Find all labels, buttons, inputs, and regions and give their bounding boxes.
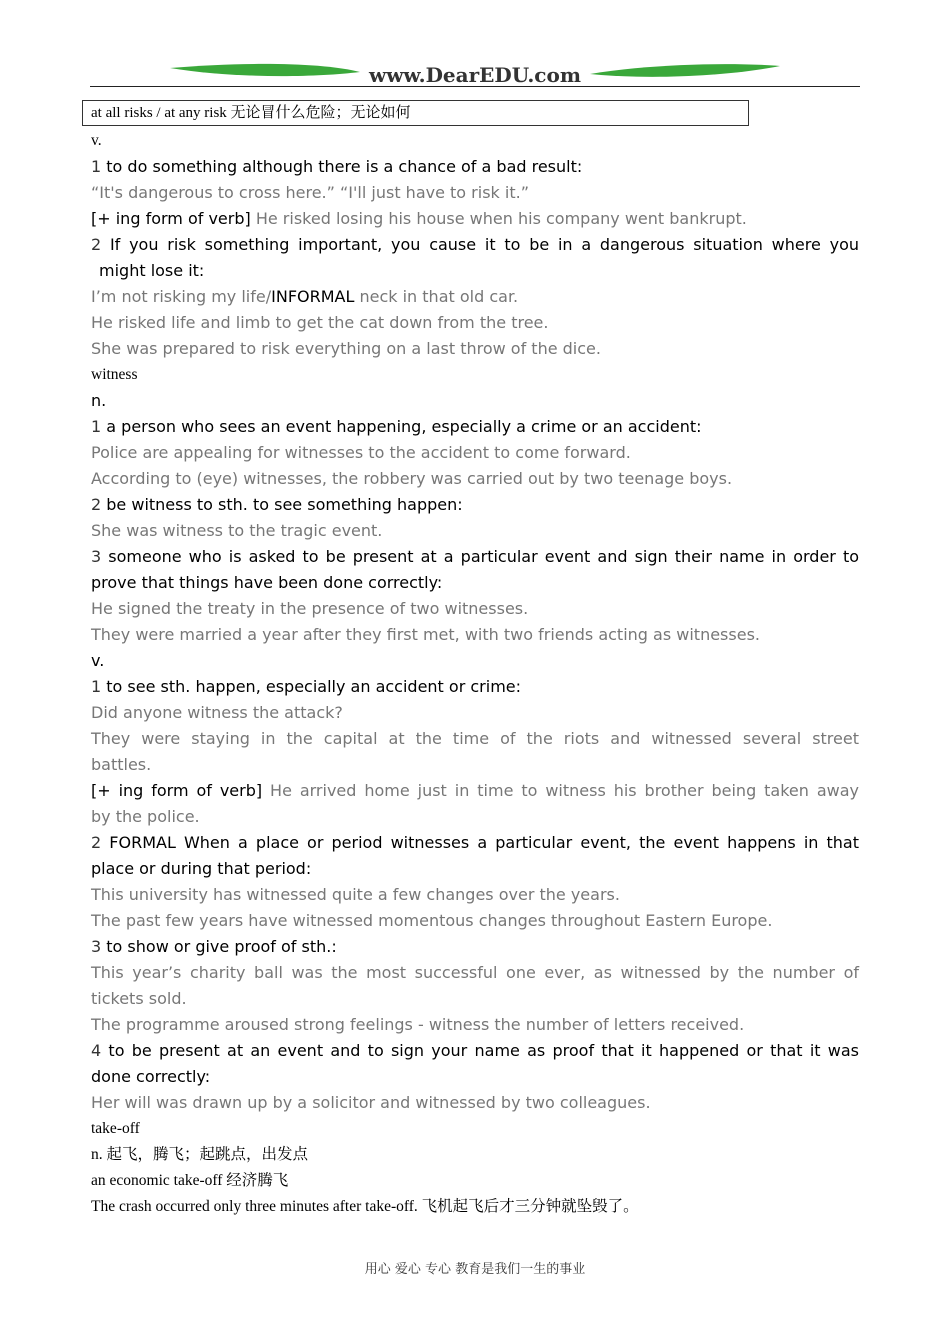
- content-line: [91, 960, 859, 986]
- definition-text: done correctly:: [91, 1067, 211, 1086]
- example-text: They were married a year after they first met, with two friends acting as witnesses.: [91, 625, 760, 644]
- content-line: [91, 830, 859, 856]
- definition-text: someone who is asked to be present at a particular event and sign their name in order to: [101, 547, 859, 566]
- definition-text: prove that things have been done correctly:: [91, 573, 443, 592]
- content-line: [91, 908, 859, 934]
- content-line: [91, 232, 859, 258]
- content-line: [91, 596, 859, 622]
- sense-number: 1: [91, 417, 102, 436]
- definition-text: be witness to sth. to see something happen:: [101, 495, 463, 514]
- site-logo-text[interactable]: www.DearEDU.com: [368, 63, 581, 87]
- definition-text: The crash occurred only three minutes after take-off. 飞机起飞后才三分钟就坠毁了。: [91, 1198, 639, 1215]
- content-line: [91, 1168, 859, 1194]
- definition-text: witness: [91, 366, 138, 383]
- content-line: [91, 804, 859, 830]
- sense-number: 2: [91, 235, 102, 254]
- definition-text: v.: [91, 132, 102, 149]
- sense-number: 2: [91, 833, 102, 852]
- definition-text: n. 起飞，腾飞；起跳点，出发点: [91, 1146, 309, 1163]
- example-text: Her will was drawn up by a solicitor and witnessed by two colleagues.: [91, 1093, 651, 1112]
- example-text: He signed the treaty in the presence of two witnesses.: [91, 599, 529, 618]
- content-line: [91, 622, 859, 648]
- content-line: [91, 310, 859, 336]
- content-line: [91, 1064, 859, 1090]
- definition-text: v.: [91, 651, 105, 670]
- example-text: He risked life and limb to get the cat down from the tree.: [91, 313, 549, 332]
- definition-text: INFORMAL: [271, 287, 355, 306]
- example-text: He risked losing his house when his company went bankrupt.: [250, 209, 747, 228]
- example-text: He arrived home just in time to witness his brother being taken away: [262, 781, 859, 800]
- content-line: [91, 934, 859, 960]
- content-line: [91, 492, 859, 518]
- content-line: [91, 648, 859, 674]
- content-line: [91, 986, 859, 1012]
- phrase-box: at all risks / at any risk 无论冒什么危险；无论如何: [82, 100, 749, 126]
- content-line: [91, 544, 859, 570]
- content-line: [91, 570, 859, 596]
- content-line: [91, 206, 859, 232]
- content-line: [91, 518, 859, 544]
- definition-text: to show or give proof of sth.:: [101, 937, 337, 956]
- content-line: [91, 414, 859, 440]
- definition-text: [+ ing form of verb]: [91, 781, 263, 800]
- example-text: The programme aroused strong feelings - witness the number of letters received.: [91, 1015, 745, 1034]
- content-line: [91, 440, 859, 466]
- example-text: This university has witnessed quite a few changes over the years.: [91, 885, 620, 904]
- content-line: [91, 1012, 859, 1038]
- example-text: Did anyone witness the attack?: [91, 703, 343, 722]
- content-line: [91, 258, 859, 284]
- example-text: tickets sold.: [91, 989, 187, 1008]
- header-divider: [90, 86, 860, 87]
- definition-text: FORMAL When a place or period witnesses a particular event, the event happens in that: [101, 833, 859, 852]
- example-text: neck in that old car.: [354, 287, 519, 306]
- sense-number: 1: [91, 677, 102, 696]
- definition-text: might lose it:: [99, 261, 205, 280]
- content-line: [91, 1116, 859, 1142]
- definition-text: to be present at an event and to sign your name as proof that it happened or that it was: [101, 1041, 859, 1060]
- sense-number: 3: [91, 937, 102, 956]
- content-line: [91, 362, 859, 388]
- content-line: [91, 1142, 859, 1168]
- definition-text: a person who sees an event happening, especially a crime or an accident:: [101, 417, 702, 436]
- definition-text: to see sth. happen, especially an accident or crime:: [101, 677, 522, 696]
- content-line: [91, 284, 859, 310]
- content-line: [91, 752, 859, 778]
- example-text: by the police.: [91, 807, 200, 826]
- definition-text: n.: [91, 391, 107, 410]
- content-line: [91, 466, 859, 492]
- example-text: I’m not risking my life/: [91, 287, 272, 306]
- sense-number: 1: [91, 157, 102, 176]
- definition-text: to do something although there is a chance of a bad result:: [101, 157, 583, 176]
- example-text: The past few years have witnessed momentous changes throughout Eastern Europe.: [91, 911, 773, 930]
- definition-text: an economic take-off 经济腾飞: [91, 1172, 289, 1189]
- content-line: [91, 336, 859, 362]
- definition-text: [+ ing form of verb]: [91, 209, 251, 228]
- example-text: Police are appealing for witnesses to the accident to come forward.: [91, 443, 631, 462]
- example-text: She was witness to the tragic event.: [91, 521, 383, 540]
- content-line: [91, 1038, 859, 1064]
- dictionary-content: [91, 128, 859, 1220]
- content-line: [91, 726, 859, 752]
- example-text: “It's dangerous to cross here.” “I'll just have to risk it.”: [91, 183, 529, 202]
- content-line: [91, 154, 859, 180]
- example-text: battles.: [91, 755, 152, 774]
- content-line: [91, 856, 859, 882]
- content-line: [91, 1194, 859, 1220]
- content-line: [91, 778, 859, 804]
- sense-number: 4: [91, 1041, 102, 1060]
- content-line: [91, 700, 859, 726]
- example-text: According to (eye) witnesses, the robbery was carried out by two teenage boys.: [91, 469, 733, 488]
- footer-slogan: 用心 爱心 专心 教育是我们一生的事业: [364, 1262, 586, 1277]
- example-text: This year’s charity ball was the most successful one ever, as witnessed by the number of: [91, 963, 859, 982]
- content-line: [91, 1090, 859, 1116]
- sense-number: 2: [91, 495, 102, 514]
- definition-text: place or during that period:: [91, 859, 312, 878]
- definition-text: If you risk something important, you cause it to be in a dangerous situation where you: [101, 235, 859, 254]
- example-text: They were staying in the capital at the time of the riots and witnessed several street: [91, 729, 859, 748]
- content-line: [91, 674, 859, 700]
- content-line: [91, 180, 859, 206]
- definition-text: take-off: [91, 1120, 140, 1137]
- content-line: [91, 388, 859, 414]
- example-text: She was prepared to risk everything on a last throw of the dice.: [91, 339, 601, 358]
- content-line: [91, 128, 859, 154]
- content-line: [91, 882, 859, 908]
- sense-number: 3: [91, 547, 102, 566]
